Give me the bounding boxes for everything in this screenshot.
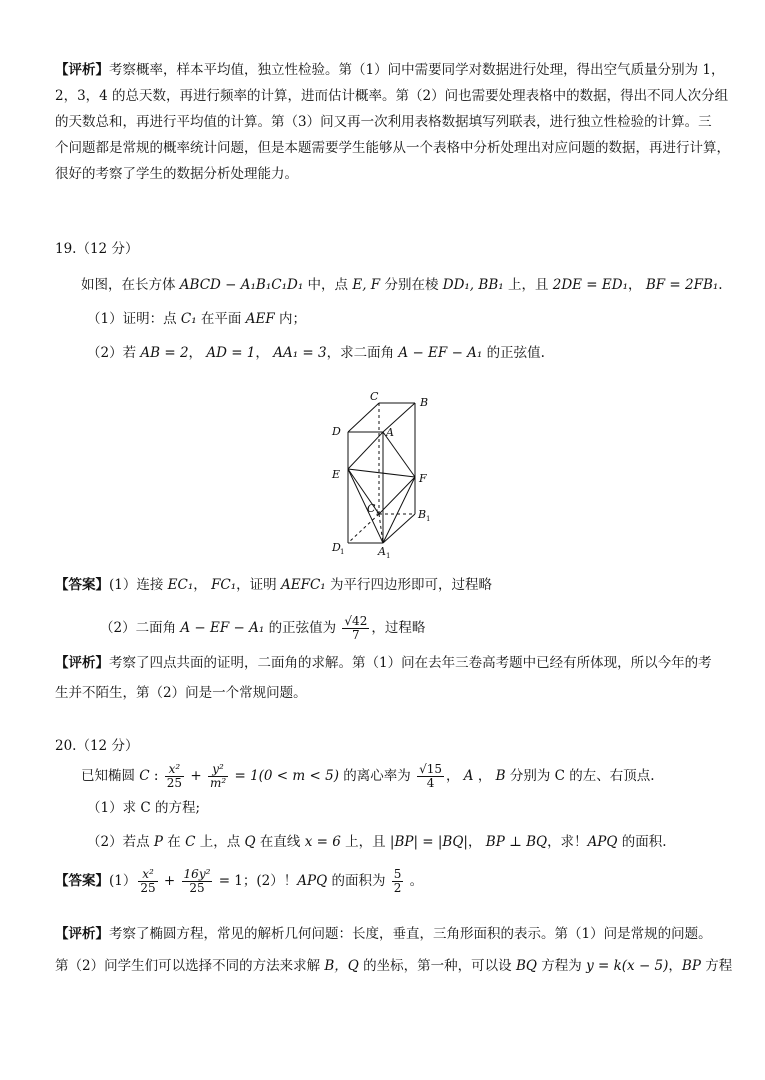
- label-A1: A: [378, 545, 386, 558]
- q20-stem: 已知椭圆 C : $\frac{\text{x²}}{25}$ + $\frac{\text{y²}}{\text{m²}}$ = 1(0 < m < 5) 的离心率为 $\frac{√15}{4}$ ， A ， B 分别为 C 的左、右顶点.: [81, 762, 655, 790]
- q19-eval-1: 【评析】考察了四点共面的证明，二面角的求解。第（1）问在去年三卷高考题中已经有所体现，所以今年的考: [55, 655, 712, 671]
- fraction-y2-m2: $\frac{\text{y²}}{\text{m²}}$: [209, 762, 227, 790]
- q19-eval-2: 生并不陌生，第（2）问是一个常规问题。: [55, 685, 307, 701]
- q20-answer: 【答案】(1） $\frac{\text{x²}}{25}$ + $\frac{\text{16y²}}{25}$ = 1；(2）！APQ 的面积为 $\frac{5}{2}$ 。: [55, 867, 424, 895]
- q20-part-2: （2）若点 P 在 C 上，点 Q 在直线 x = 6 上，且 |BP| = |BQ|， BP ⊥ BQ，求！APQ 的面积.: [87, 834, 667, 850]
- q20-eval-1: 【评析】考察了椭圆方程，常见的解析几何问题：长度，垂直，三角形面积的表示。第（1）问是常规的问题。: [55, 926, 712, 942]
- q20-eval-2: 第（2）问学生们可以选择不同的方法来求解 B，Q 的坐标，第一种，可以设 BQ 方程为 y = k(x − 5)，BP 方程: [55, 958, 733, 974]
- analysis-tag: 【评析】: [55, 62, 109, 78]
- q20-number: 20.（12 分）: [55, 738, 139, 754]
- fraction-sqrt42-over-7: $\frac{√42}{7}$: [344, 614, 368, 642]
- question-19: [55, 236, 723, 366]
- analysis-18-line-2: 2，3，4 的总天数，再进行频率的计算，进而估计概率。第（2）问也需要处理表格中的数据，得出不同人次分组: [55, 88, 729, 104]
- seg-EF: [348, 469, 415, 477]
- q19-answer-2: （2）二面角 A − EF − A₁ 的正弦值为 $\frac{√42}{7}$ ，过程略: [100, 614, 426, 642]
- question-20: [55, 733, 733, 979]
- label-A: A: [386, 426, 394, 439]
- cuboid-figure: [320, 388, 440, 563]
- edge-A1B1: [383, 514, 415, 543]
- label-D: D: [332, 425, 341, 438]
- answer-tag-20: 【答案】: [55, 873, 109, 889]
- fraction-ans-16y2-25: $\frac{\text{16y²}}{25}$: [183, 867, 211, 895]
- analysis-18: [55, 57, 730, 187]
- q20-part-1: （1）求 C 的方程;: [87, 800, 201, 816]
- label-F: F: [419, 472, 427, 485]
- q19-part-2: （2）若 AB = 2， AD = 1， AA₁ = 3，求二面角 A − EF − A₁ 的正弦值.: [87, 345, 545, 361]
- label-B1-sub: 1: [426, 515, 431, 523]
- hidden-edge-C1D1: [348, 514, 379, 543]
- label-C1: C: [367, 502, 376, 515]
- answer-tag: 【答案】: [55, 577, 109, 593]
- q19-number: 19.（12 分）: [55, 241, 139, 257]
- label-A1-sub: 1: [386, 552, 391, 560]
- seg-FC1: [379, 477, 415, 514]
- label-C: C: [370, 390, 379, 403]
- q19-part-1: （1）证明：点 C₁ 在平面 AEF 内；: [87, 311, 307, 327]
- fraction-5-2: $\frac{5}{2}$: [393, 867, 402, 895]
- fraction-sqrt15-4: $\frac{√15}{4}$: [419, 762, 442, 790]
- cuboid-diagram: [320, 388, 440, 563]
- analysis-18-line-3: 的天数总和，再进行平均值的计算。第（3）问又再一次利用表格数据填写列联表，进行独立性检验的计算。三: [55, 114, 712, 130]
- fraction-x2-25: $\frac{\text{x²}}{25}$: [166, 762, 183, 790]
- label-B: B: [420, 396, 429, 409]
- q19-stem: 如图，在长方体 ABCD − A₁B₁C₁D₁ 中，点 E, F 分别在棱 DD₁, BB₁ 上，且 2DE = ED₁， BF = 2FB₁.: [81, 277, 723, 293]
- fraction-ans-x2-25: $\frac{\text{x²}}{25}$: [140, 867, 156, 895]
- seg-EA1: [348, 469, 383, 543]
- eval-tag-20: 【评析】: [55, 926, 109, 942]
- analysis-18-line-1: 【评析】考察概率，样本平均值，独立性检验。第（1）问中需要同学对数据进行处理，得出空气质量分别为 1，: [55, 62, 725, 78]
- answer-19: [55, 572, 715, 706]
- edge-CD: [348, 403, 379, 432]
- label-C1-sub: 1: [375, 509, 380, 517]
- eval-tag: 【评析】: [55, 655, 109, 671]
- label-B1: B: [418, 508, 427, 521]
- label-D1: D: [332, 541, 341, 554]
- seg-FA1: [383, 477, 415, 543]
- analysis-18-line-4: 个问题都是常规的概率统计问题，但是本题需要学生能够从一个表格中分析处理出对应问题的数据，再进行计算，: [55, 140, 730, 156]
- analysis-18-line-5: 很好的考察了学生的数据分析处理能力。: [55, 166, 298, 182]
- label-E: E: [332, 468, 341, 481]
- seg-AE: [348, 432, 383, 469]
- q19-answer-1: 【答案】(1）连接 EC₁， FC₁，证明 AEFC₁ 为平行四边形即可，过程略: [55, 577, 492, 593]
- label-D1-sub: 1: [340, 548, 345, 556]
